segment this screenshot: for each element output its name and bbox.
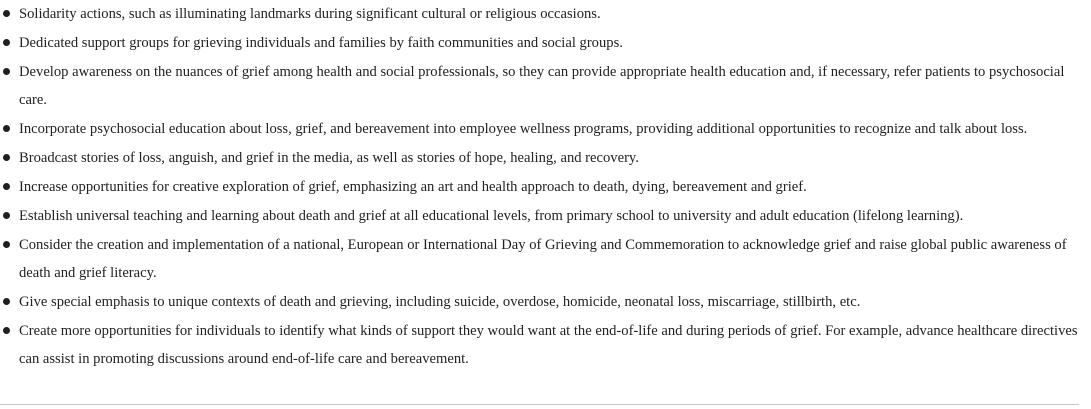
list-item: [0, 231, 1080, 287]
bullet-icon: [3, 241, 10, 248]
list-item: [0, 29, 1080, 57]
list-item-text: Establish universal teaching and learning about death and grief at all educational levels, from primary school to university and adult education (lifelong learning).: [19, 208, 964, 224]
list-item-text: Develop awareness on the nuances of grief among health and social professionals, so they can provide appropriate health education and, if necessary, refer patients to psychosocial care.: [19, 64, 1065, 108]
list-item: [0, 317, 1080, 373]
list-item-text: Create more opportunities for individuals to identify what kinds of support they would want at the end-of-life and during periods of grief. For example, advance healthcare directives can assist in promoting discussions around end-of-life care and bereavement.: [19, 323, 1078, 367]
bullet-icon: [3, 212, 10, 219]
list-item: [0, 58, 1080, 114]
list-item: [0, 115, 1080, 143]
bullet-icon: [3, 183, 10, 190]
bullet-icon: [3, 154, 10, 161]
bullet-icon: [3, 68, 10, 75]
list-item-text: Incorporate psychosocial education about loss, grief, and bereavement into employee wellness programs, providing additional opportunities to recognize and talk about loss.: [19, 121, 1028, 137]
list-item-text: Increase opportunities for creative exploration of grief, emphasizing an art and health approach to death, dying, bereavement and grief.: [19, 179, 807, 195]
bullet-icon: [3, 39, 10, 46]
list-item: [0, 288, 1080, 316]
list-item-text: Broadcast stories of loss, anguish, and grief in the media, as well as stories of hope, healing, and recovery.: [19, 150, 639, 166]
bullet-icon: [3, 125, 10, 132]
list-item-text: Solidarity actions, such as illuminating landmarks during significant cultural or religious occasions.: [19, 6, 601, 22]
list-item-text: Dedicated support groups for grieving individuals and families by faith communities and social groups.: [19, 35, 623, 51]
table-bottom-rule: [0, 404, 1079, 405]
list-item: [0, 0, 1080, 28]
list-item-text: Give special emphasis to unique contexts of death and grieving, including suicide, overdose, homicide, neonatal loss, miscarriage, stillbirth, etc.: [19, 294, 861, 310]
bullet-icon: [3, 327, 10, 334]
bullet-icon: [3, 10, 10, 17]
list-item: [0, 202, 1080, 230]
list-item-text: Consider the creation and implementation of a national, European or International Day of Grieving and Commemoration to acknowledge grief and raise global public awareness of death and grief literacy.: [19, 237, 1067, 281]
list-item: [0, 173, 1080, 201]
list-item: [0, 144, 1080, 172]
bullet-icon: [3, 298, 10, 305]
